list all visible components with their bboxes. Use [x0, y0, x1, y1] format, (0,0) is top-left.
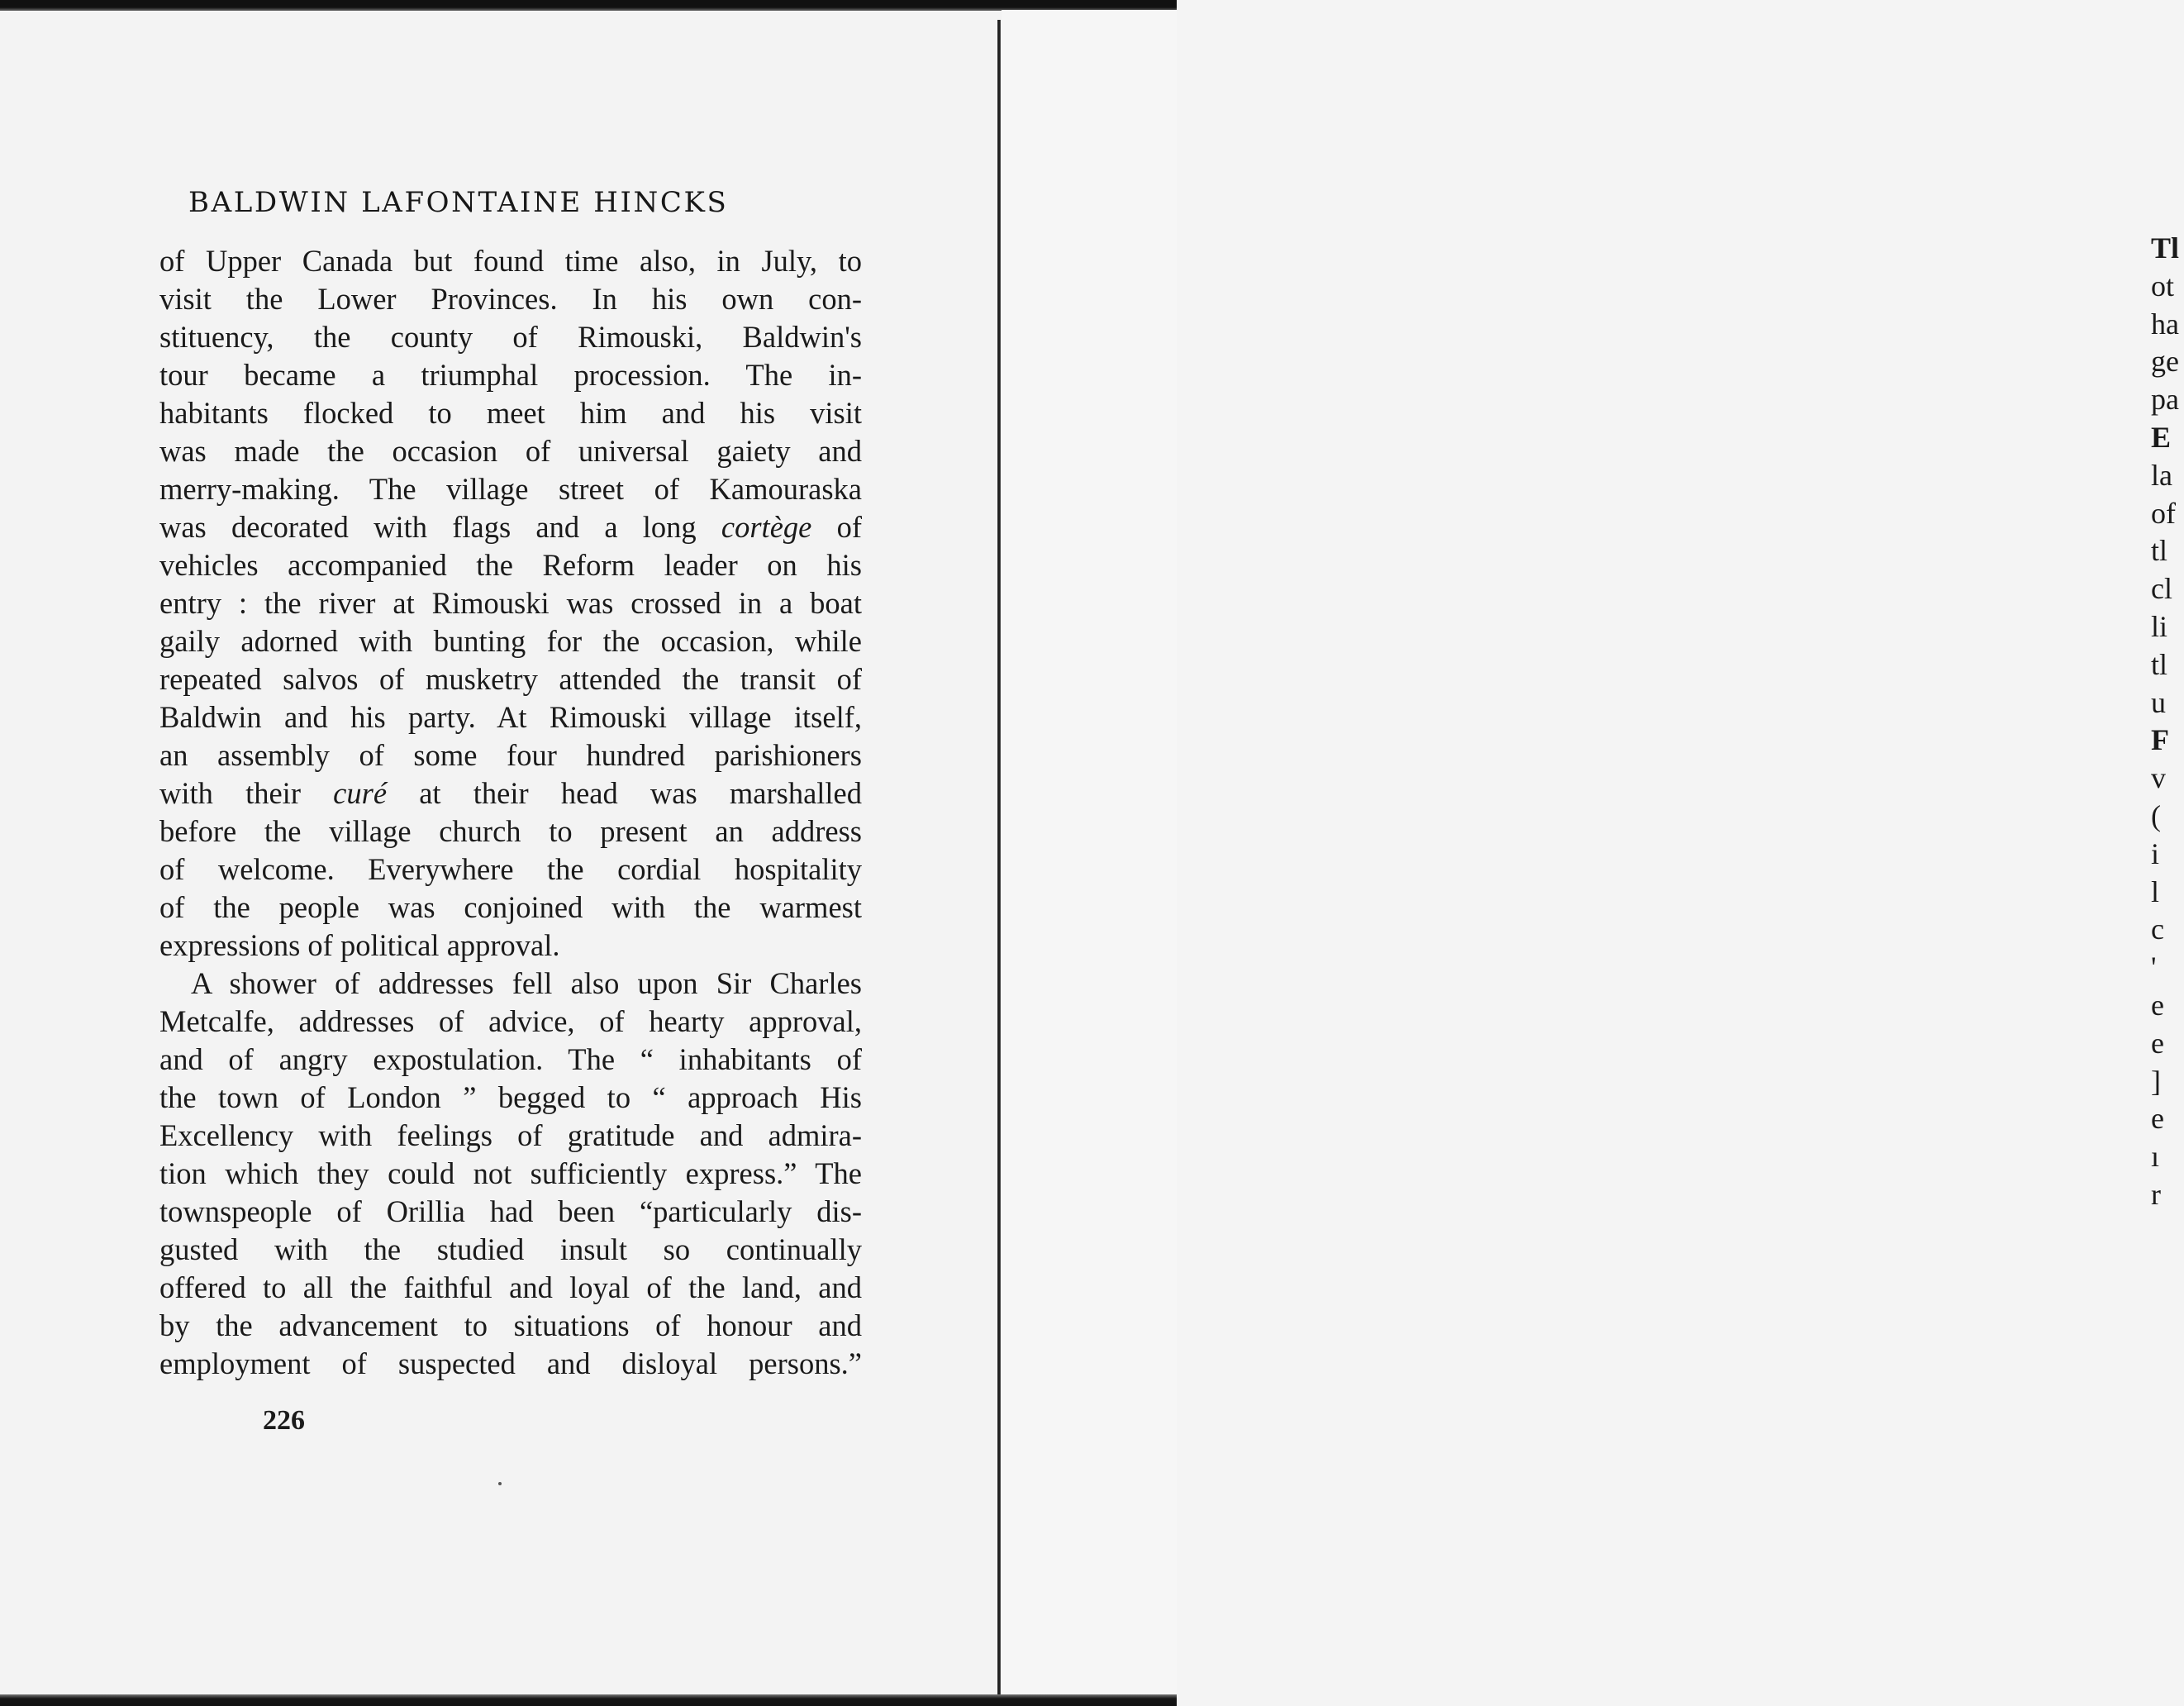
text-line: stituency, the county of Rimouski, Baldwin's [159, 320, 862, 354]
facing-page-fragment: pa [2151, 383, 2179, 417]
facing-page-fragment: ge [2151, 345, 2179, 379]
facing-page-fragment: v [2151, 761, 2166, 795]
facing-page-fragment: ot [2151, 269, 2175, 303]
scan-top-edge [0, 0, 1177, 11]
text-line: merry-making. The village street of Kamouraska [159, 472, 862, 506]
text-line: gaily adorned with bunting for the occasion, while [159, 624, 862, 658]
text-line: gusted with the studied insult so continually [159, 1232, 862, 1266]
page-gutter [997, 20, 1001, 1698]
facing-page-fragment: li [2151, 609, 2168, 643]
text-line: repeated salvos of musketry attended the transit of [159, 662, 862, 696]
facing-page-fragment: u [2151, 685, 2166, 719]
text-line: A shower of addresses fell also upon Sir Charles [191, 966, 862, 1000]
facing-page-fragment: of [2151, 496, 2176, 530]
text-line: townspeople of Orillia had been “particularly dis- [159, 1194, 862, 1228]
running-head: BALDWIN LAFONTAINE HINCKS [188, 186, 729, 219]
text-line: visit the Lower Provinces. In his own con- [159, 282, 862, 316]
text-line: by the advancement to situations of honour and [159, 1308, 862, 1342]
facing-page-fragment: ( [2151, 798, 2161, 832]
text-line: was decorated with flags and a long cortège of [159, 510, 863, 544]
facing-page-fragment: la [2151, 458, 2172, 492]
text-line: of the people was conjoined with the warmest [159, 890, 862, 924]
facing-page-fragment: tl [2151, 647, 2168, 681]
text-line: entry : the river at Rimouski was crossed in a boat [159, 586, 862, 620]
text-line: an assembly of some four hundred parishioners [159, 738, 862, 772]
right-page [1002, 10, 2180, 1696]
facing-page-fragment: ı [2151, 1140, 2160, 1174]
text-line: expressions of political approval. [159, 928, 560, 962]
facing-page-fragment: cl [2151, 572, 2172, 606]
facing-page-fragment: Tl [2151, 231, 2180, 264]
facing-page-fragment: r [2151, 1177, 2161, 1211]
text-line: offered to all the faithful and loyal of the land, and [159, 1270, 862, 1304]
text-line: of welcome. Everywhere the cordial hospitality [159, 852, 862, 886]
text-line: vehicles accompanied the Reform leader on his [159, 548, 862, 582]
facing-page-fragment: ha [2151, 307, 2179, 341]
facing-page-fragment: ] [2151, 1064, 2161, 1098]
facing-page-fragment: c [2151, 913, 2164, 946]
text-line: with their curé at their head was marshalled [159, 776, 863, 810]
facing-page-fragment: l [2151, 874, 2160, 908]
facing-page-fragment: tl [2151, 534, 2168, 568]
text-line: Metcalfe, addresses of advice, of hearty approval, [159, 1004, 862, 1038]
scan-bottom-edge [0, 1694, 1177, 1706]
text-line: Excellency with feelings of gratitude and admira- [159, 1118, 862, 1152]
facing-page-fragment: e [2151, 1102, 2164, 1136]
facing-page-fragment: e [2151, 1026, 2164, 1060]
facing-page-fragment: E [2151, 420, 2172, 454]
text-line: and of angry expostulation. The “ inhabitants of [159, 1042, 862, 1076]
left-page [0, 11, 997, 1694]
text-line: before the village church to present an address [159, 814, 862, 848]
text-line: habitants flocked to meet him and his visit [159, 396, 862, 430]
text-line: employment of suspected and disloyal persons.” [159, 1346, 862, 1380]
text-line: was made the occasion of universal gaiety and [159, 434, 862, 468]
text-line: Baldwin and his party. At Rimouski village itself, [159, 700, 862, 734]
paper-speck [498, 1482, 502, 1485]
text-line: of Upper Canada but found time also, in July, to [159, 244, 862, 278]
text-line: tion which they could not sufficiently express.” The [159, 1156, 862, 1190]
facing-page-fragment: i [2151, 836, 2160, 870]
text-line: the town of London ” begged to “ approach His [159, 1080, 862, 1114]
facing-page-fragment: ' [2151, 951, 2157, 984]
page-number: 226 [263, 1405, 305, 1436]
facing-page-fragment: e [2151, 988, 2164, 1022]
body-text [159, 242, 862, 1383]
facing-page-text-fragments [2151, 230, 2184, 1214]
text-line: tour became a triumphal procession. The in- [159, 358, 862, 392]
facing-page-fragment: F [2151, 723, 2169, 757]
